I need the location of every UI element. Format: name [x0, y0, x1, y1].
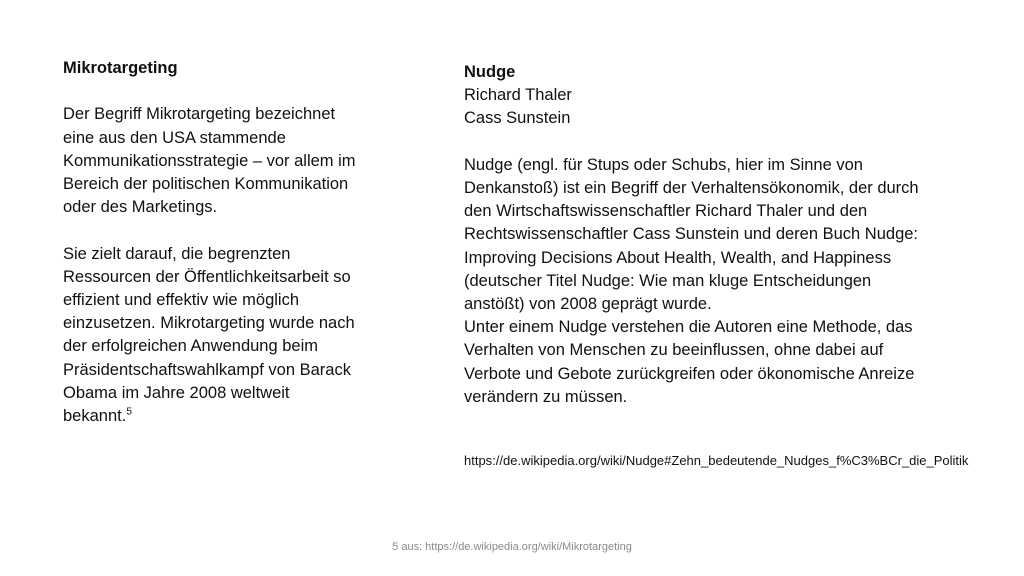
text-line: Rechtswissenschaftler Cass Sunstein und deren Buch Nudge:	[464, 225, 918, 244]
text-line: Der Begriff Mikrotargeting bezeichnet	[63, 105, 336, 124]
mikrotargeting-paragraph-1	[63, 103, 393, 219]
text-line: (deutscher Titel Nudge: Wie man kluge Entscheidungen	[464, 271, 872, 290]
nudge-source-link[interactable]: https://de.wikipedia.org/wiki/Nudge#Zehn_bedeutende_Nudges_f%C3%BCr_die_Politik	[464, 453, 969, 468]
text-line: Sie zielt darauf, die begrenzten	[63, 244, 291, 263]
text-line: Präsidentschaftswahlkampf von Barack	[63, 360, 351, 379]
text-line-last	[63, 405, 393, 428]
text-line: anstößt) von 2008 geprägt wurde.	[464, 295, 712, 314]
text-line: effizient und effektiv wie möglich	[63, 291, 300, 309]
text-line: Bereich der politischen Kommunikation	[63, 175, 349, 193]
text-line: einzusetzen. Mikrotargeting wurde nach	[63, 314, 355, 333]
text-line: Verhalten von Menschen zu beeinflussen, ohne dabei auf	[464, 341, 884, 360]
author-name: Cass Sunstein	[464, 109, 571, 128]
mikrotargeting-heading: Mikrotargeting	[63, 59, 178, 77]
text-line: eine aus den USA stammende	[63, 128, 286, 147]
text-line: Verbote und Gebote zurückgreifen oder ökonomische Anreize	[464, 364, 915, 383]
nudge-column	[464, 61, 984, 409]
text-line: Nudge (engl. für Stups oder Schubs, hier im Sinne von	[464, 155, 863, 174]
text-line: Denkanstoß) ist ein Begriff der Verhaltensökonomik, der durch	[464, 179, 919, 197]
mikrotargeting-paragraph-2	[63, 243, 393, 429]
mikrotargeting-column	[63, 57, 393, 428]
text-line: Obama im Jahre 2008 weltweit	[63, 383, 290, 402]
text-line: den Wirtschaftswissenschaftler Richard Thaler und den	[464, 202, 868, 221]
nudge-paragraph	[464, 154, 984, 409]
author-name: Richard Thaler	[464, 86, 572, 105]
text-line-content: bekannt.	[63, 407, 127, 426]
footnote-marker: 5	[126, 406, 132, 418]
text-line: verändern zu müssen.	[464, 387, 628, 406]
footnote-source: 5 aus: https://de.wikipedia.org/wiki/Mikrotargeting	[392, 541, 632, 553]
text-line: Unter einem Nudge verstehen die Autoren eine Methode, das	[464, 318, 913, 337]
text-line: Improving Decisions About Health, Wealth, and Happiness	[464, 248, 892, 267]
text-line: der erfolgreichen Anwendung beim	[63, 337, 319, 356]
nudge-heading: Nudge	[464, 63, 516, 81]
text-line: Kommunikationsstrategie – vor allem im	[63, 151, 356, 170]
text-line: Ressourcen der Öffentlichkeitsarbeit so	[63, 267, 351, 286]
text-line: oder des Marketings.	[63, 198, 218, 217]
